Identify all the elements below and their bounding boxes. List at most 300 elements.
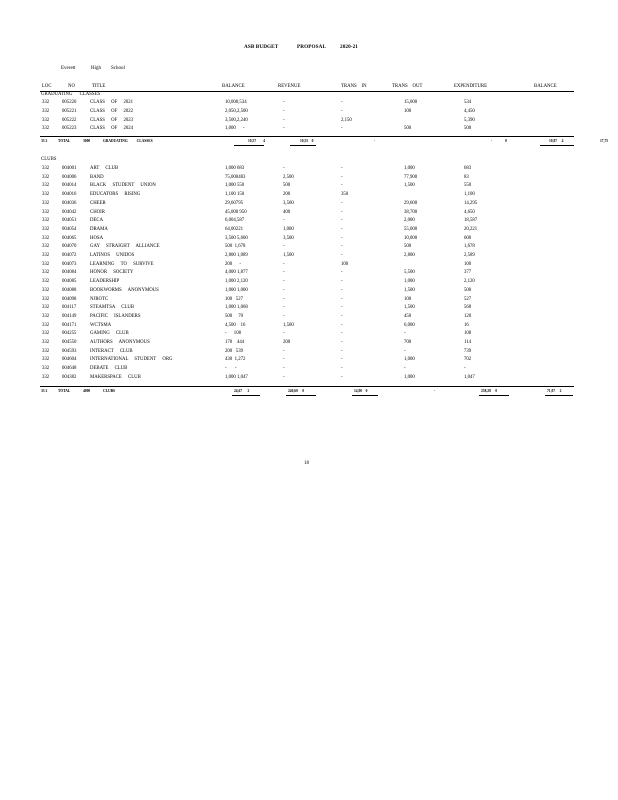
cell-expenditure: 377 bbox=[464, 270, 472, 276]
cell-trans-in: 2,150 bbox=[341, 117, 352, 123]
cell-title: CLASS OF 2023 bbox=[90, 117, 134, 123]
cell-trans-in: - bbox=[341, 166, 343, 171]
cell-balance: 1,000 1,000 bbox=[225, 287, 248, 293]
total-trans-out-zero: 0 bbox=[505, 139, 507, 143]
cell-no: 004085 bbox=[62, 279, 77, 285]
cell-revenue: 400 bbox=[283, 209, 291, 215]
cell-title: BLACK STUDENT UNION bbox=[90, 183, 156, 189]
page-number: 18 bbox=[304, 461, 309, 466]
cell-title: AUTHORS ANONYMOUS bbox=[90, 340, 150, 345]
school-name-part-2: High bbox=[91, 66, 101, 71]
cell-title: CLASS OF 2024 bbox=[90, 126, 134, 132]
cell-trans-out: 5,500 bbox=[404, 270, 415, 276]
cell-revenue: 1,500 bbox=[283, 253, 294, 258]
cell-expenditure: 739 bbox=[464, 348, 472, 354]
cell-balance: 29,60795 bbox=[225, 200, 243, 206]
cell-expenditure: 4,650 bbox=[464, 209, 475, 215]
table-row bbox=[0, 349, 618, 356]
table-row bbox=[0, 340, 618, 347]
cell-loc: 332 bbox=[42, 166, 50, 171]
cell-trans-out: 2,000 bbox=[404, 218, 415, 224]
cell-balance: 100 527 bbox=[225, 296, 243, 302]
cell-revenue: - bbox=[283, 126, 285, 132]
cell-expenditure: 108 bbox=[464, 331, 472, 337]
cell-balance: - 108 bbox=[225, 331, 241, 337]
cell-no: 004593 bbox=[62, 348, 77, 354]
cell-revenue: - bbox=[283, 366, 285, 372]
cell-loc: 332 bbox=[42, 357, 50, 363]
cell-expenditure: 500 bbox=[464, 126, 472, 132]
cell-revenue: 200 bbox=[283, 340, 291, 345]
cell-title: GAY STRAIGHT ALLIANCE bbox=[90, 244, 160, 250]
cell-expenditure: 1,047 bbox=[464, 374, 475, 380]
cell-expenditure: 120 bbox=[464, 313, 472, 319]
cell-title: CLASS OF 2022 bbox=[90, 108, 134, 114]
cell-revenue: 3,500 bbox=[283, 235, 294, 241]
cell-trans-in: - bbox=[341, 287, 343, 293]
underline bbox=[286, 395, 316, 396]
col-header-trans-in: TRANS IN bbox=[341, 84, 367, 89]
cell-expenditure: 527 bbox=[464, 296, 472, 302]
cell-revenue: 2,500 bbox=[283, 174, 294, 180]
cell-trans-out: 1,500 bbox=[404, 287, 415, 293]
cell-balance: 430 1,272 bbox=[225, 357, 246, 363]
cell-no: 004042 bbox=[62, 209, 77, 215]
cell-loc: 332 bbox=[42, 209, 50, 215]
col-header-expenditure: EXPENDITURE bbox=[454, 84, 488, 89]
cell-loc: 332 bbox=[42, 200, 50, 206]
cell-trans-out: 100 bbox=[404, 108, 412, 114]
cell-trans-in: 350 bbox=[341, 192, 349, 198]
cell-loc: 332 bbox=[42, 126, 50, 132]
cell-no: 004001 bbox=[62, 166, 77, 171]
cell-trans-in: - bbox=[341, 357, 343, 363]
cell-balance: 4,500 16 bbox=[225, 322, 246, 328]
cell-title: CHOIR bbox=[90, 209, 105, 215]
cell-loc: 332 bbox=[42, 253, 50, 258]
cell-trans-in: - bbox=[341, 313, 343, 319]
total-balance-end: 17,75 bbox=[600, 139, 609, 143]
cell-revenue: - bbox=[283, 166, 285, 171]
cell-expenditure: 18,587 bbox=[464, 218, 478, 224]
cell-title: LATINOS UNIDOS bbox=[90, 253, 135, 258]
cell-expenditure: 83 bbox=[464, 174, 469, 180]
cell-no: 004006 bbox=[62, 174, 77, 180]
cell-revenue: - bbox=[283, 357, 285, 363]
cell-expenditure: 14,295 bbox=[464, 200, 478, 206]
col-header-balance: BALANCE bbox=[222, 84, 245, 89]
table-row bbox=[0, 201, 618, 208]
cell-no: 004382 bbox=[62, 374, 77, 380]
cell-loc: 332 bbox=[42, 348, 50, 354]
cell-expenditure: 500 bbox=[464, 287, 472, 293]
cell-revenue: 500 bbox=[283, 183, 291, 189]
cell-trans-in: - bbox=[341, 183, 343, 189]
cell-loc: 332 bbox=[42, 226, 50, 232]
cell-trans-out: 55,000 bbox=[404, 226, 418, 232]
cell-title: CHEER bbox=[90, 200, 106, 206]
cell-trans-out: 500 bbox=[404, 244, 412, 250]
cell-trans-in: - bbox=[341, 100, 343, 105]
cell-no: 004117 bbox=[62, 305, 77, 311]
table-row bbox=[0, 126, 618, 133]
cell-title: CLASS OF 2021 bbox=[90, 100, 134, 105]
cell-title: HONOR SOCIETY bbox=[90, 270, 134, 276]
cell-loc: 332 bbox=[42, 100, 50, 105]
cell-revenue: - bbox=[283, 108, 285, 114]
cell-trans-in: - bbox=[341, 270, 343, 276]
cell-loc: 332 bbox=[42, 117, 50, 123]
cell-revenue: 200 bbox=[283, 192, 291, 198]
section-label-clubs: CLUBS bbox=[41, 157, 57, 162]
table-row bbox=[0, 262, 618, 269]
cell-trans-in: - bbox=[341, 296, 343, 302]
total-label: TOTAL bbox=[58, 389, 71, 393]
table-row bbox=[0, 375, 618, 382]
cell-balance: 3,500 5,600 bbox=[225, 235, 248, 241]
cell-trans-out: - bbox=[404, 331, 406, 337]
cell-trans-in: - bbox=[341, 331, 343, 337]
cell-revenue: - bbox=[283, 261, 285, 267]
cell-expenditure: - bbox=[464, 366, 466, 372]
cell-loc: 332 bbox=[42, 313, 50, 319]
cell-no: 004051 bbox=[62, 218, 77, 224]
table-row bbox=[0, 331, 618, 338]
cell-revenue: - bbox=[283, 218, 285, 224]
cell-balance: 64,00221 bbox=[225, 226, 243, 232]
cell-balance: 1,000 1,068 bbox=[225, 305, 248, 311]
total-expenditure: 238,28 0 bbox=[481, 389, 498, 393]
cell-loc: 332 bbox=[42, 261, 50, 267]
total-no: 4000 bbox=[83, 389, 91, 393]
total-expenditure: 10,87 4 bbox=[549, 139, 564, 143]
cell-balance: 2,050,2,500 bbox=[225, 108, 248, 114]
cell-loc: 332 bbox=[42, 192, 50, 198]
cell-trans-in: - bbox=[341, 279, 343, 285]
total-loc: 33 2 bbox=[41, 389, 48, 393]
doc-title-part-1: ASB BUDGET bbox=[244, 44, 279, 50]
table-row bbox=[0, 227, 618, 234]
cell-expenditure: 1,678 bbox=[464, 244, 475, 250]
cell-revenue: - bbox=[283, 305, 285, 311]
cell-balance: 500 1,678 bbox=[225, 244, 246, 250]
cell-balance: 200 539 bbox=[225, 348, 243, 354]
cell-revenue: 3,500 bbox=[283, 200, 294, 206]
total-balance-end: 71,07 2 bbox=[547, 389, 562, 393]
underline bbox=[234, 145, 264, 146]
cell-title: DEBATE CLUB bbox=[90, 366, 128, 372]
cell-title: EDUCATORS RISING bbox=[90, 192, 141, 198]
cell-trans-out: 1,000 bbox=[404, 279, 415, 285]
cell-trans-out: 700 bbox=[404, 340, 412, 345]
cell-no: 004088 bbox=[62, 287, 77, 293]
table-row bbox=[0, 270, 618, 277]
cell-expenditure: 4,450 bbox=[464, 108, 475, 114]
cell-trans-in: - bbox=[341, 244, 343, 250]
cell-trans-out: - bbox=[404, 366, 406, 372]
cell-trans-out: - bbox=[404, 348, 406, 354]
table-row bbox=[0, 175, 618, 182]
cell-trans-in: - bbox=[341, 348, 343, 354]
cell-loc: 332 bbox=[42, 331, 50, 337]
cell-loc: 332 bbox=[42, 305, 50, 311]
doc-title-year: 2020-21 bbox=[340, 44, 358, 50]
total-revenue: 10,55 0 bbox=[300, 139, 314, 143]
cell-revenue: - bbox=[283, 313, 285, 319]
cell-expenditure: 550 bbox=[464, 183, 472, 189]
cell-trans-in: - bbox=[341, 108, 343, 114]
cell-title: MAKERSPACE CLUB bbox=[90, 374, 141, 380]
table-row bbox=[0, 218, 618, 225]
table-row bbox=[0, 210, 618, 217]
col-header-trans-out: TRANS OUT bbox=[392, 84, 423, 89]
school-name-part-3: School bbox=[111, 66, 125, 71]
cell-loc: 332 bbox=[42, 108, 50, 114]
cell-trans-in: - bbox=[341, 305, 343, 311]
total-loc: 33 2 bbox=[41, 139, 48, 143]
clubs-total-rule bbox=[40, 386, 574, 387]
cell-loc: 332 bbox=[42, 366, 50, 372]
table-row bbox=[0, 297, 618, 304]
cell-title: INTERNATIONAL STUDENT ORG bbox=[90, 357, 173, 363]
total-no: 3000 bbox=[83, 139, 91, 143]
cell-expenditure: 702 bbox=[464, 357, 472, 363]
cell-expenditure: 600 bbox=[464, 235, 472, 241]
cell-expenditure: 683 bbox=[464, 166, 472, 171]
cell-trans-out: 100 bbox=[404, 296, 412, 302]
cell-expenditure: 114 bbox=[464, 340, 472, 345]
col-header-title: TITLE bbox=[92, 84, 106, 89]
cell-loc: 332 bbox=[42, 174, 50, 180]
table-row bbox=[0, 253, 618, 260]
cell-title: INTERACT CLUB bbox=[90, 348, 133, 354]
cell-trans-out: 1,500 bbox=[404, 183, 415, 189]
table-row bbox=[0, 288, 618, 295]
cell-title: NJROTC bbox=[90, 296, 109, 302]
cell-balance: 3,500,2,240 bbox=[225, 117, 248, 123]
cell-title: ART CLUB bbox=[90, 166, 119, 171]
cell-balance: 1,100 150 bbox=[225, 192, 245, 198]
cell-expenditure: 16 bbox=[464, 322, 469, 328]
cell-trans-in: - bbox=[341, 322, 343, 328]
total-title: GRADUATING CLASSES bbox=[103, 139, 153, 143]
school-name-part-1: Everett bbox=[61, 66, 76, 71]
doc-title-part-2: PROPOSAL bbox=[297, 44, 327, 50]
header-rule bbox=[40, 91, 574, 92]
table-row bbox=[0, 109, 618, 116]
cell-no: 004014 bbox=[62, 183, 77, 189]
table-row bbox=[0, 236, 618, 243]
cell-trans-in: - bbox=[341, 209, 343, 215]
cell-balance: 1,000 550 bbox=[225, 183, 245, 189]
cell-no: 004036 bbox=[62, 200, 77, 206]
cell-balance: 1,000 1,047 bbox=[225, 374, 248, 380]
cell-revenue: - bbox=[283, 117, 285, 123]
cell-balance: 1,000 2,120 bbox=[225, 279, 248, 285]
underline bbox=[352, 395, 378, 396]
col-header-revenue: REVENUE bbox=[278, 84, 301, 89]
underline bbox=[232, 395, 260, 396]
table-row bbox=[0, 357, 618, 364]
cell-no: 004084 bbox=[62, 270, 77, 276]
cell-trans-in: - bbox=[341, 366, 343, 372]
cell-revenue: - bbox=[283, 270, 285, 276]
cell-no: 004072 bbox=[62, 253, 77, 258]
cell-title: BOOKWORMS ANONYMOUS bbox=[90, 287, 159, 293]
cell-trans-out: 500 bbox=[404, 126, 412, 132]
cell-no: 005220 bbox=[62, 100, 77, 105]
cell-loc: 332 bbox=[42, 183, 50, 189]
cell-trans-in: - bbox=[341, 374, 343, 380]
cell-no: 004171 bbox=[62, 322, 77, 328]
cell-no: 004604 bbox=[62, 357, 77, 363]
table-row bbox=[0, 100, 618, 107]
cell-no: 004255 bbox=[62, 331, 77, 337]
cell-loc: 332 bbox=[42, 279, 50, 285]
total-trans-out-dash: - bbox=[434, 389, 436, 393]
cell-expenditure: 5,390 bbox=[464, 117, 475, 123]
total-trans-out-dash: - bbox=[491, 139, 493, 143]
cell-trans-out: 1,000 bbox=[404, 166, 415, 171]
cell-trans-in: - bbox=[341, 126, 343, 132]
cell-no: 004098 bbox=[62, 296, 77, 302]
cell-revenue: - bbox=[283, 287, 285, 293]
cell-revenue: - bbox=[283, 374, 285, 380]
cell-balance: 170 444 bbox=[225, 340, 245, 345]
cell-expenditure: 2,589 bbox=[464, 253, 475, 258]
cell-title: DRAMA bbox=[90, 226, 108, 232]
cell-no: 004065 bbox=[62, 235, 77, 241]
cell-trans-out: 1,500 bbox=[404, 305, 415, 311]
cell-loc: 332 bbox=[42, 270, 50, 276]
section-label-graduating: GRADUATING CLASSES bbox=[41, 92, 101, 97]
cell-trans-in: - bbox=[341, 200, 343, 206]
cell-title: GAMING CLUB bbox=[90, 331, 129, 337]
cell-no: 005222 bbox=[62, 117, 77, 123]
table-row bbox=[0, 244, 618, 251]
cell-trans-in: - bbox=[341, 174, 343, 180]
cell-expenditure: 2,120 bbox=[464, 279, 475, 285]
cell-no: 004149 bbox=[62, 313, 77, 319]
cell-trans-out: 1,000 bbox=[404, 374, 415, 380]
cell-no: 004054 bbox=[62, 226, 77, 232]
cell-trans-out: 1,000 bbox=[404, 357, 415, 363]
cell-trans-in: 100 bbox=[341, 261, 349, 267]
underline bbox=[479, 395, 509, 396]
cell-expenditure: 534 bbox=[464, 100, 472, 105]
cell-revenue: - bbox=[283, 348, 285, 354]
underline bbox=[290, 145, 316, 146]
cell-loc: 332 bbox=[42, 244, 50, 250]
cell-no: 005221 bbox=[62, 108, 77, 114]
cell-title: LEADERSHIP bbox=[90, 279, 120, 285]
table-row bbox=[0, 118, 618, 125]
cell-balance: 2,800 1,089 bbox=[225, 253, 248, 258]
cell-title: HOSA bbox=[90, 235, 104, 241]
cell-expenditure: 20,221 bbox=[464, 226, 478, 232]
cell-title: PACIFIC ISLANDERS bbox=[90, 313, 141, 319]
cell-balance: 75,000483 bbox=[225, 174, 246, 180]
cell-no: 004550 bbox=[62, 340, 77, 345]
cell-trans-out: 450 bbox=[404, 313, 412, 319]
cell-title: LEARNING TO SURVIVE bbox=[90, 261, 154, 267]
cell-title: STEAMTSA CLUB bbox=[90, 305, 135, 311]
table-row bbox=[0, 192, 618, 199]
cell-trans-out: 38,700 bbox=[404, 209, 418, 215]
cell-balance: 45,000 950 bbox=[225, 209, 247, 215]
cell-loc: 332 bbox=[42, 287, 50, 293]
cell-balance: 1,000 - bbox=[225, 126, 245, 132]
cell-no: 004070 bbox=[62, 244, 77, 250]
cell-trans-out: 29,600 bbox=[404, 200, 418, 206]
cell-no: 005223 bbox=[62, 126, 77, 132]
cell-loc: 332 bbox=[42, 340, 50, 345]
cell-trans-in: - bbox=[341, 235, 343, 241]
cell-loc: 332 bbox=[42, 374, 50, 380]
cell-balance: 200 - bbox=[225, 261, 241, 267]
table-row bbox=[0, 166, 618, 173]
cell-trans-out: 10,000 bbox=[404, 235, 418, 241]
total-trans-in: 14,00 0 bbox=[354, 389, 368, 393]
col-header-balance-end: BALANCE bbox=[534, 84, 557, 89]
underline bbox=[540, 145, 574, 146]
cell-balance: 6,004,587 bbox=[225, 218, 245, 224]
cell-loc: 332 bbox=[42, 218, 50, 224]
cell-loc: 332 bbox=[42, 296, 50, 302]
cell-revenue: - bbox=[283, 244, 285, 250]
cell-title: BAND bbox=[90, 174, 104, 180]
cell-trans-out: 15,000 bbox=[404, 100, 418, 105]
table-row bbox=[0, 183, 618, 190]
cell-revenue: - bbox=[283, 331, 285, 337]
cell-revenue: - bbox=[283, 296, 285, 302]
cell-no: 004648 bbox=[62, 366, 77, 372]
total-label: TOTAL bbox=[58, 139, 71, 143]
cell-balance: 1,000 683 bbox=[225, 166, 245, 171]
table-row bbox=[0, 305, 618, 312]
cell-title: DECA bbox=[90, 218, 104, 224]
cell-revenue: 1,000 bbox=[283, 226, 294, 232]
cell-balance: 10,008,534 bbox=[225, 100, 247, 105]
cell-trans-in: - bbox=[341, 253, 343, 258]
total-title: CLUBS bbox=[103, 389, 115, 393]
total-balance: 10,57 4 bbox=[248, 139, 266, 143]
cell-trans-in: - bbox=[341, 340, 343, 345]
table-row bbox=[0, 366, 618, 373]
cell-no: 004073 bbox=[62, 261, 77, 267]
col-header-loc: LOC bbox=[42, 84, 52, 89]
cell-no: 004016 bbox=[62, 192, 77, 198]
graduating-total-rule bbox=[40, 136, 574, 137]
cell-loc: 332 bbox=[42, 322, 50, 328]
cell-loc: 332 bbox=[42, 235, 50, 241]
cell-revenue: - bbox=[283, 279, 285, 285]
cell-trans-in: - bbox=[341, 226, 343, 232]
total-trans-in: - bbox=[374, 139, 376, 143]
cell-balance: 500 70 bbox=[225, 313, 243, 319]
table-row bbox=[0, 323, 618, 330]
cell-expenditure: 1,100 bbox=[464, 192, 475, 198]
cell-title: WCTSMA bbox=[90, 322, 112, 328]
cell-revenue: - bbox=[283, 100, 285, 105]
cell-revenue: 1,500 bbox=[283, 322, 294, 328]
cell-expenditure: 568 bbox=[464, 305, 472, 311]
table-row bbox=[0, 279, 618, 286]
total-balance: 24,67 2 bbox=[234, 389, 250, 393]
total-revenue: 240,60 0 bbox=[288, 389, 305, 393]
cell-trans-out: 6,000 bbox=[404, 322, 415, 328]
cell-balance: - - bbox=[225, 366, 237, 372]
